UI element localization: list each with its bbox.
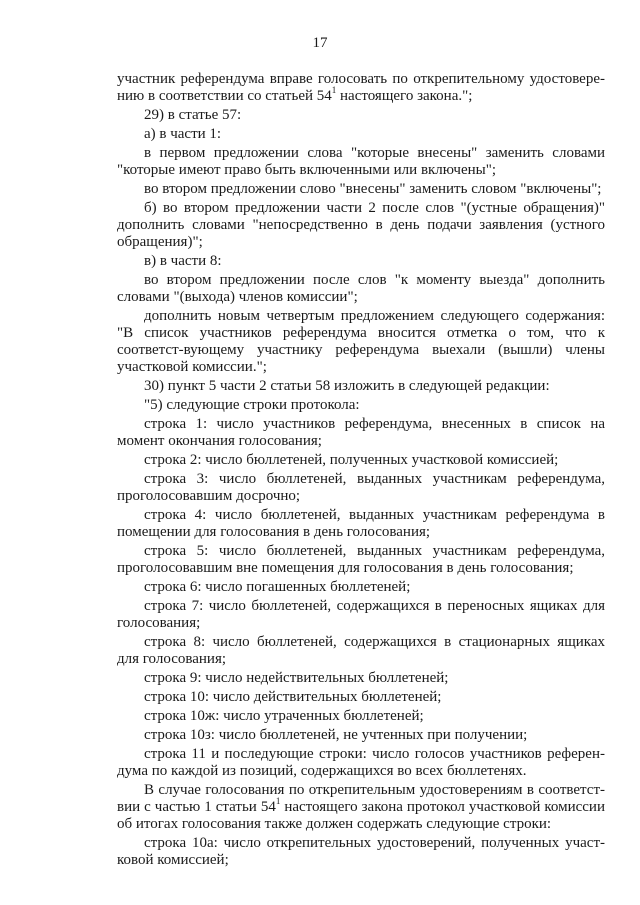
paragraph: строка 1: число участников референдума, внесенных в список на момент окончания голосования;: [117, 416, 605, 449]
paragraph: В случае голосования по открепительным удостоверениям в соответст-вии с частью 1 статьи $54^1$ настоящего закона протокол участковой комиссии об итогах голосования также должен содержать следующие строки:: [117, 782, 605, 832]
paragraph: 29) в статье 57:: [144, 107, 242, 123]
document-body: [117, 71, 605, 871]
paragraph: 30) пункт 5 части 2 статьи 58 изложить в следующей редакции:: [144, 378, 550, 394]
paragraph: строка 5: число бюллетеней, выданных участникам референдума, проголосовавшим вне помещения для голосования в день голосования;: [117, 543, 605, 576]
paragraph: а) в части 1:: [144, 126, 222, 142]
paragraph: б) во втором предложении части 2 после слов "(устные обращения)" дополнить словами "непосредственно в день подачи заявления (устного обращения)";: [117, 200, 605, 250]
paragraph: строка 4: число бюллетеней, выданных участникам референдума в помещении для голосования в день голосования;: [117, 507, 605, 540]
paragraph: участник референдума вправе голосовать по открепительному удостовере-нию в соответствии со статьей $54^1$ настоящего закона.";: [117, 71, 605, 104]
paragraph: строка 7: число бюллетеней, содержащихся в переносных ящиках для голосования;: [117, 598, 605, 631]
paragraph: строка 2: число бюллетеней, полученных участковой комиссией;: [144, 452, 559, 468]
paragraph: строка 9: число недействительных бюллетеней;: [144, 670, 449, 686]
paragraph: во втором предложении после слов "к моменту выезда" дополнить словами "(выхода) членов комиссии";: [117, 272, 605, 305]
paragraph: строка 6: число погашенных бюллетеней;: [144, 579, 411, 595]
paragraph: строка 10а: число открепительных удостоверений, полученных участ-ковой комиссией;: [117, 835, 605, 868]
paragraph: дополнить новым четвертым предложением следующего содержания: "В список участников референдума вносится отметка о том, что к соответст-вующему участнику референдума выехали (вышли) члены участковой комиссии.";: [117, 308, 605, 375]
paragraph: строка 3: число бюллетеней, выданных участникам референдума, проголосовавшим досрочно;: [117, 471, 605, 504]
paragraph: "5) следующие строки протокола:: [144, 397, 360, 413]
paragraph: строка 10: число действительных бюллетеней;: [144, 689, 442, 705]
page-number: 17: [312, 35, 328, 51]
paragraph: строка 11 и последующие строки: число голосов участников референ-дума по каждой из позиций, содержащихся во всех бюллетенях.: [117, 746, 605, 779]
paragraph: во втором предложении слово "внесены" заменить словом "включены";: [144, 181, 602, 197]
paragraph: строка 10ж: число утраченных бюллетеней;: [144, 708, 424, 724]
paragraph: в первом предложении слова "которые внесены" заменить словами "которые имеют право быть включенными или включены";: [117, 145, 605, 178]
paragraph: в) в части 8:: [144, 253, 222, 269]
paragraph: строка 10з: число бюллетеней, не учтенных при получении;: [144, 727, 528, 743]
paragraph: строка 8: число бюллетеней, содержащихся в стационарных ящиках для голосования;: [117, 634, 605, 667]
